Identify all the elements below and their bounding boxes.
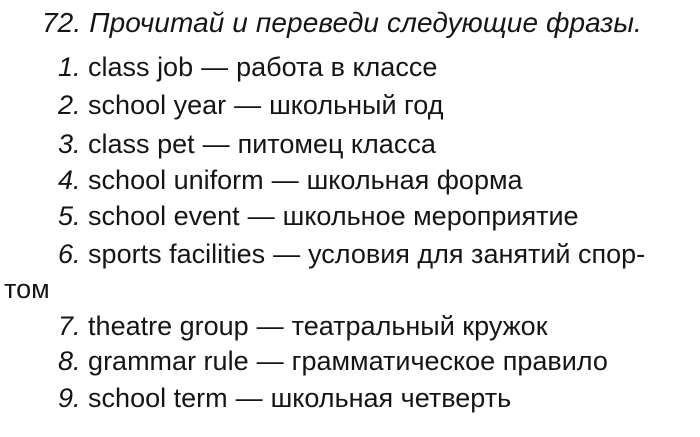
phrase-russian: школьный год: [269, 90, 444, 120]
phrase-dash: —: [202, 129, 230, 159]
exercise-instruction: Прочитай и переведи следующие фразы.: [89, 7, 642, 38]
phrase-number: 1.: [58, 52, 81, 82]
phrase-number: 5.: [58, 201, 81, 231]
phrase-dash: —: [256, 311, 284, 341]
phrase-english: school year: [88, 90, 227, 120]
phrase-russian: грамматическое правило: [291, 346, 608, 376]
phrase-russian: условия для занятий спор-: [308, 239, 646, 269]
phrase-number: 6.: [58, 239, 81, 269]
phrase-item: [58, 88, 443, 122]
phrase-dash: —: [271, 165, 299, 195]
phrase-russian: работа в классе: [236, 52, 438, 82]
phrase-russian: школьная четверть: [270, 383, 512, 413]
phrase-dash: —: [247, 201, 275, 231]
phrase-dash: —: [273, 239, 301, 269]
phrase-number: 4.: [58, 165, 81, 195]
phrase-dash: —: [256, 346, 284, 376]
exercise-heading: [42, 6, 642, 40]
exercise-number: 72.: [42, 7, 82, 38]
phrase-russian: школьное мероприятие: [282, 201, 579, 231]
phrase-english: school event: [88, 201, 240, 231]
phrase-dash: —: [234, 90, 262, 120]
phrase-item: [58, 127, 436, 161]
phrase-item: [58, 199, 579, 233]
phrase-number: 9.: [58, 383, 81, 413]
phrase-dash: —: [201, 52, 229, 82]
phrase-item: [58, 50, 437, 84]
phrase-russian: питомец класса: [237, 129, 436, 159]
phrase-english: grammar rule: [88, 346, 249, 376]
phrase-dash: —: [235, 383, 263, 413]
phrase-russian-continuation: том: [4, 274, 50, 304]
phrase-item: [58, 237, 645, 271]
phrase-item: [58, 344, 608, 378]
phrase-number: 8.: [58, 346, 81, 376]
phrase-number: 2.: [58, 90, 81, 120]
phrase-russian: школьная форма: [306, 165, 523, 195]
phrase-english: class job: [88, 52, 194, 82]
phrase-number: 3.: [58, 129, 81, 159]
phrase-item: [58, 163, 523, 197]
phrase-item: [58, 381, 511, 415]
phrase-english: theatre group: [88, 311, 249, 341]
phrase-english: school term: [88, 383, 228, 413]
phrase-item: [58, 309, 548, 343]
phrase-english: school uniform: [88, 165, 264, 195]
phrase-english: sports facilities: [88, 239, 266, 269]
phrase-english: class pet: [88, 129, 195, 159]
phrase-number: 7.: [58, 311, 81, 341]
phrase-russian: театральный кружок: [291, 311, 548, 341]
